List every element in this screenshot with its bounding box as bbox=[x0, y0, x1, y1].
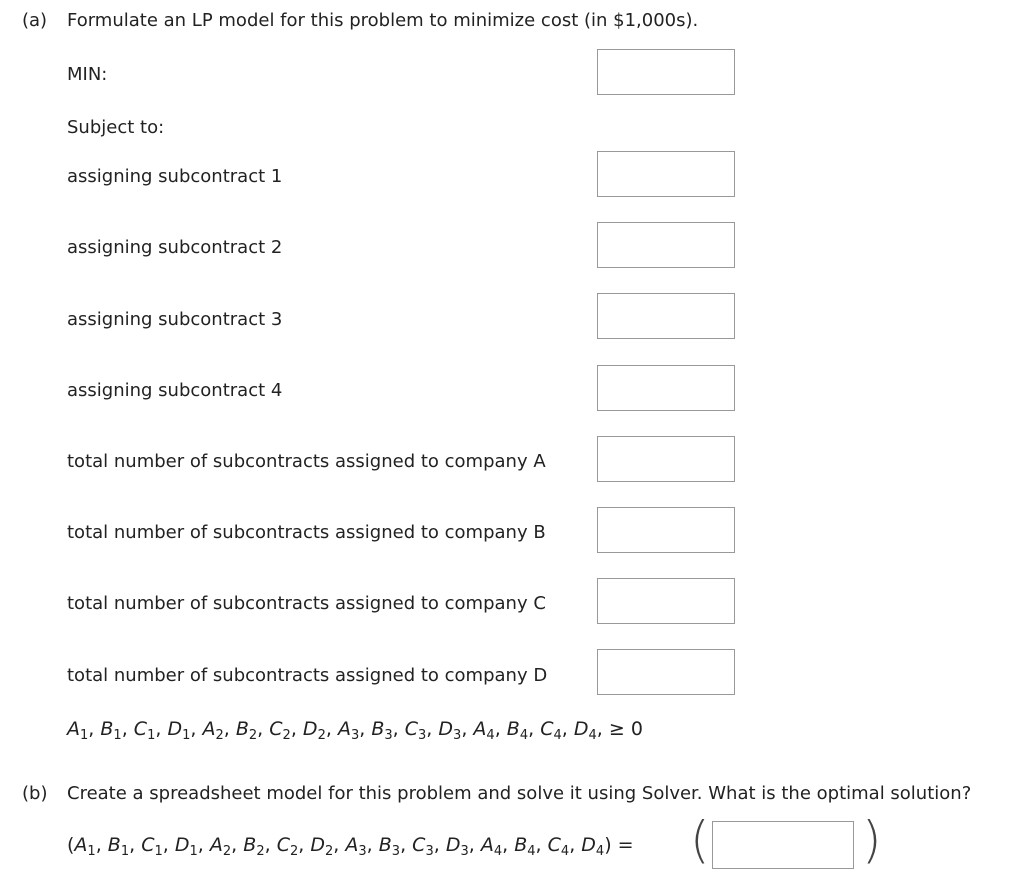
constraint-input-subcontract-3[interactable] bbox=[598, 294, 734, 338]
objective-input-box[interactable] bbox=[597, 49, 735, 95]
tuple-var-c3: $C_3$ bbox=[412, 834, 434, 859]
nonneg-var-c1: $C_1$ bbox=[133, 718, 156, 743]
nonneg-var-d2: $D_2$ bbox=[302, 718, 326, 743]
nonneg-var-a2: $A_2$ bbox=[202, 718, 224, 743]
tuple-var-a4: $A_4$ bbox=[480, 834, 503, 859]
part-b-label: (b) bbox=[22, 783, 48, 804]
constraint-input-subcontract-1[interactable] bbox=[598, 152, 734, 196]
constraint-input-subcontract-4[interactable] bbox=[598, 366, 734, 410]
constraint-label-company-d: total number of subcontracts assigned to company D bbox=[67, 665, 548, 686]
tuple-var-d1: $D_1$ bbox=[174, 834, 198, 859]
nonneg-var-d4: $D_4$ bbox=[573, 718, 597, 743]
open-paren: ( bbox=[690, 811, 710, 869]
nonneg-var-b3: $B_3$ bbox=[371, 718, 393, 743]
constraint-input-company-a[interactable] bbox=[598, 437, 734, 481]
tuple-var-a1: $A_1$ bbox=[74, 834, 96, 859]
nonneg-var-c2: $C_2$ bbox=[269, 718, 291, 743]
part-a-label: (a) bbox=[22, 10, 48, 31]
nonneg-var-a1: $A_1$ bbox=[67, 718, 89, 743]
solution-tuple-variables: ($A_1$, $B_1$, $C_1$, $D_1$, $A_2$, $B_2$, $C_2$, $D_2$, $A_3$, $B_3$, $C_3$, $D_3$, $A_4$, $B_4$, $C_4$, $D_4$) bbox=[67, 834, 618, 859]
tuple-var-d2: $D_2$ bbox=[310, 834, 334, 859]
constraint-input-box-company-d[interactable] bbox=[597, 649, 735, 695]
tuple-var-d3: $D_3$ bbox=[445, 834, 469, 859]
constraint-input-box-subcontract-4[interactable] bbox=[597, 365, 735, 411]
subject-to-label: Subject to: bbox=[67, 117, 165, 138]
tuple-var-c2: $C_2$ bbox=[276, 834, 299, 859]
constraint-label-subcontract-1: assigning subcontract 1 bbox=[67, 166, 283, 187]
nonneg-var-b1: $B_1$ bbox=[100, 718, 122, 743]
constraint-label-subcontract-3: assigning subcontract 3 bbox=[67, 309, 283, 330]
solution-input[interactable] bbox=[713, 822, 853, 868]
tuple-var-d4: $D_4$ bbox=[581, 834, 605, 859]
tuple-var-b2: $B_2$ bbox=[243, 834, 265, 859]
nonneg-var-a3: $A_3$ bbox=[337, 718, 360, 743]
constraint-input-box-subcontract-1[interactable] bbox=[597, 151, 735, 197]
objective-input[interactable] bbox=[598, 50, 734, 94]
constraint-input-box-company-a[interactable] bbox=[597, 436, 735, 482]
tuple-var-c4: $C_4$ bbox=[547, 834, 570, 859]
equals-sign: = bbox=[617, 834, 634, 856]
tuple-var-b1: $B_1$ bbox=[107, 834, 130, 859]
constraint-label-company-b: total number of subcontracts assigned to company B bbox=[67, 522, 546, 543]
nonnegativity-variables: $A_1$, $B_1$, $C_1$, $D_1$, $A_2$, $B_2$, $C_2$, $D_2$, $A_3$, $B_3$, $C_3$, $D_3$, $A_4$, $B_4$, $C_4$, $D_4$, bbox=[67, 718, 609, 743]
nonnegativity-constraint bbox=[67, 718, 643, 743]
constraint-label-subcontract-4: assigning subcontract 4 bbox=[67, 380, 283, 401]
close-paren: ) bbox=[862, 811, 882, 869]
nonneg-var-d3: $D_3$ bbox=[438, 718, 462, 743]
part-b-question: Create a spreadsheet model for this problem and solve it using Solver. What is the optimal solution? bbox=[67, 783, 972, 804]
constraint-label-company-a: total number of subcontracts assigned to company A bbox=[67, 451, 546, 472]
nonneg-var-c3: $C_3$ bbox=[404, 718, 427, 743]
tuple-var-a3: $A_3$ bbox=[345, 834, 367, 859]
constraint-input-box-subcontract-2[interactable] bbox=[597, 222, 735, 268]
constraint-input-box-company-c[interactable] bbox=[597, 578, 735, 624]
nonneg-var-b2: $B_2$ bbox=[235, 718, 258, 743]
constraint-label-subcontract-2: assigning subcontract 2 bbox=[67, 237, 283, 258]
nonnegativity-relation: ≥ 0 bbox=[608, 718, 643, 740]
tuple-var-b4: $B_4$ bbox=[514, 834, 536, 859]
nonneg-var-a4: $A_4$ bbox=[473, 718, 495, 743]
nonneg-var-d1: $D_1$ bbox=[167, 718, 191, 743]
objective-label: MIN: bbox=[67, 64, 108, 85]
tuple-var-b3: $B_3$ bbox=[378, 834, 401, 859]
constraint-input-subcontract-2[interactable] bbox=[598, 223, 734, 267]
constraint-input-company-d[interactable] bbox=[598, 650, 734, 694]
nonneg-var-b4: $B_4$ bbox=[506, 718, 529, 743]
tuple-var-c1: $C_1$ bbox=[141, 834, 163, 859]
tuple-var-a2: $A_2$ bbox=[209, 834, 232, 859]
constraint-input-box-company-b[interactable] bbox=[597, 507, 735, 553]
part-a-question: Formulate an LP model for this problem to minimize cost (in $1,000s). bbox=[67, 10, 699, 31]
constraint-label-company-c: total number of subcontracts assigned to company C bbox=[67, 593, 546, 614]
constraint-input-company-c[interactable] bbox=[598, 579, 734, 623]
solution-input-box[interactable] bbox=[712, 821, 854, 869]
nonneg-var-c4: $C_4$ bbox=[540, 718, 562, 743]
solution-tuple-label bbox=[67, 834, 634, 859]
constraint-input-box-subcontract-3[interactable] bbox=[597, 293, 735, 339]
constraint-input-company-b[interactable] bbox=[598, 508, 734, 552]
